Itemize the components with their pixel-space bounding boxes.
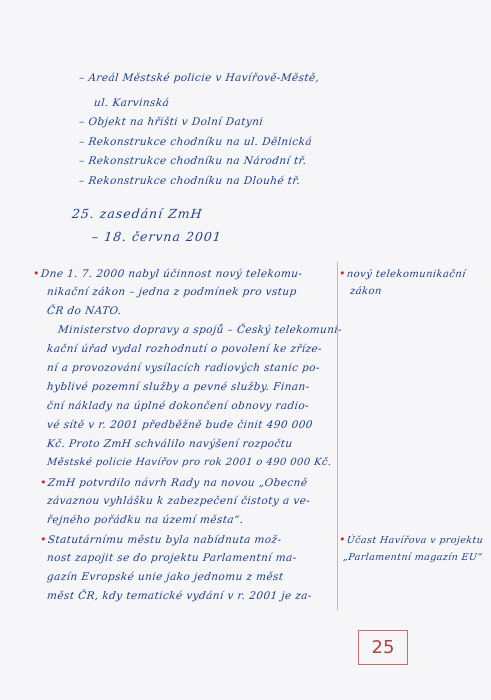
list-item: ul. Karvinská — [93, 97, 170, 109]
margin-note: •nový telekomunikační — [338, 267, 467, 280]
red-bullet: • — [338, 533, 347, 546]
list-item: – Objekt na hřišti v Dolní Datyni — [78, 116, 264, 128]
red-bullet: • — [39, 533, 48, 546]
session-date: – 18. června 2001 — [91, 229, 223, 244]
margin-note: •Účast Havířova v projektu — [338, 533, 484, 546]
list-item: – Rekonstrukce chodníku na Dlouhé tř. — [78, 175, 302, 187]
body-line: nost zapojit se do projektu Parlamentní ma- — [46, 552, 298, 564]
body-line: Kč. Proto ZmH schválilo navýšení rozpočtu — [46, 438, 294, 450]
body-line: řejného pořádku na území města“. — [46, 514, 245, 526]
body-line: měst ČR, kdy tematické vydání v r. 2001 je za- — [46, 590, 313, 602]
body-line: Ministerstvo dopravy a spojů – Český telekomuni- — [57, 324, 343, 336]
red-bullet: • — [338, 267, 347, 280]
body-line: hyblivé pozemní služby a pevné služby. Finan- — [46, 381, 311, 393]
session-title: 25. zasedání ZmH — [71, 206, 204, 221]
margin-rule — [337, 262, 338, 610]
body-line: ní a provozování vysílacích radiových stanic po- — [46, 362, 321, 374]
body-line: vé sítě v r. 2001 předběžně bude činit 490 000 — [46, 419, 314, 431]
body-line: ČR do NATO. — [46, 305, 123, 317]
body-line: ční náklady na úplné dokončení obnovy radio- — [46, 400, 310, 412]
margin-note: zákon — [349, 286, 383, 297]
body-line: závaznou vyhlášku k zabezpečení čistoty a ve- — [46, 495, 311, 507]
body-line: kační úřad vydal rozhodnutí o povolení ke zříze- — [46, 343, 323, 355]
body-line: Městské policie Havířov pro rok 2001 o 490 000 Kč. — [46, 457, 333, 468]
margin-note: „Parlamentní magazín EU“ — [342, 552, 484, 563]
body-line: nikační zákon – jedna z podmínek pro vstup — [46, 286, 298, 298]
list-item: – Areál Městské policie v Havířově-Městě, — [78, 72, 320, 84]
page-number: 25 — [358, 630, 408, 665]
body-line: •ZmH potvrdilo návrh Rady na novou „Obecně — [39, 476, 309, 489]
body-line: •Dne 1. 7. 2000 nabyl účinnost nový telekomu- — [32, 267, 303, 280]
list-item: – Rekonstrukce chodníku na ul. Dělnická — [78, 136, 313, 148]
body-line: •Statutárnímu městu byla nabídnuta mož- — [39, 533, 283, 546]
list-item: – Rekonstrukce chodníku na Národní tř. — [78, 155, 308, 167]
body-line: gazín Evropské unie jako jednomu z měst — [46, 571, 285, 583]
red-bullet: • — [39, 476, 48, 489]
red-bullet: • — [32, 267, 41, 280]
